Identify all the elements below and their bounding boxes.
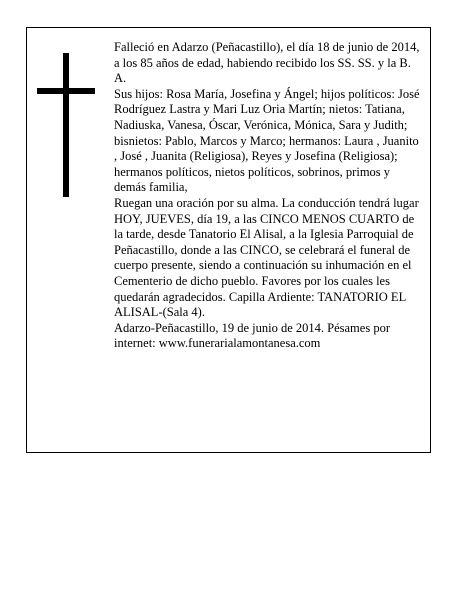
- obituary-text: [114, 40, 424, 352]
- place-date-condolences-paragraph: Adarzo-Peñacastillo, 19 de junio de 2014. Pésames por internet: www.funerarialamontanesa.com: [114, 320, 390, 351]
- funeral-details-paragraph: Ruegan una oración por su alma. La conducción tendrá lugar HOY, JUEVES, día 19, a las CINCO MENOS CUARTO de la tarde, desde Tanatorio El Alisal, a la Iglesia Parroquial de Peñacastillo, donde a las CINCO, se celebrará el funeral de cuerpo presente, siendo a continuación su inhumación en el Cementerio de dicho pueblo. Favores por los cuales les quedarán agradecidos. Capilla Ardiente: TANATORIO EL ALISAL-(Sala 4).: [114, 195, 419, 320]
- cross-horizontal-bar: [37, 88, 95, 94]
- cross-vertical-bar: [63, 53, 69, 197]
- latin-cross-icon: [37, 53, 95, 197]
- death-announcement-paragraph: Falleció en Adarzo (Peñacastillo), el día 18 de junio de 2014, a los 85 años de edad, habiendo recibido los SS. SS. y la B. A.: [114, 40, 420, 86]
- family-list-paragraph: Sus hijos: Rosa María, Josefina y Ángel; hijos políticos: José Rodríguez Lastra y Mari Luz Oria Martín; nietos: Tatiana, Nadiuska, Vanesa, Óscar, Verónica, Mónica, Sara y Judith; bisnietos: Pablo, Marcos y Marco; hermanos: Laura , Juanito , José , Juanita (Religiosa), Reyes y Josefina (Religiosa); hermanos políticos, nietos políticos, sobrinos, primos y demás familia,: [114, 86, 420, 195]
